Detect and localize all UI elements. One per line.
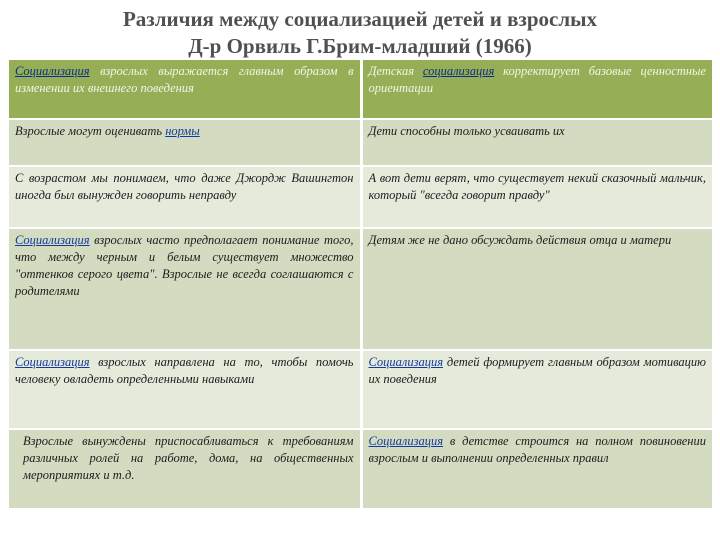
cell-adults: Взрослые вынуждены приспосабливаться к требованиям различных ролей на работе, дома, на общественных мероприятиях и т.д.	[9, 429, 361, 509]
link-norms[interactable]: нормы	[165, 124, 200, 138]
table-row	[9, 166, 712, 228]
table-row	[9, 60, 712, 119]
cell-adults: Социализация взрослых часто предполагает понимание того, что между черным и белым существует множество "оттенков серого цвета". Взрослые не всегда соглашаются с родителями	[9, 228, 361, 350]
cell-children: Социализация в детстве строится на полном повиновении взрослым и выполнении определенных правил	[361, 429, 712, 509]
cell-children: Социализация детей формирует главным образом мотивацию их поведения	[361, 350, 712, 429]
table-row	[9, 228, 712, 350]
title-line-1: Различия между социализацией детей и взрослых	[122, 7, 598, 31]
link-socialization[interactable]: Социализация	[368, 355, 444, 369]
link-socialization[interactable]: Социализация	[15, 355, 90, 369]
table-row	[9, 119, 712, 166]
comparison-table	[9, 60, 712, 510]
cell-adults: Взрослые могут оценивать нормы	[9, 119, 361, 166]
link-socialization[interactable]: Социализация	[368, 434, 444, 448]
cell-children: А вот дети верят, что существует некий сказочный мальчик, который "всегда говорит правду"	[361, 166, 712, 228]
table-row	[9, 350, 712, 429]
link-socialization[interactable]: социализация	[422, 64, 495, 78]
link-socialization[interactable]: Социализация	[15, 233, 90, 247]
link-socialization[interactable]: Социализация	[15, 64, 90, 78]
title-line-2: Д-р Орвиль Г.Брим-младший (1966)	[188, 34, 532, 58]
cell-children: Детям же не дано обсуждать действия отца и матери	[361, 228, 712, 350]
cell-children: Детская социализация корректирует базовые ценностные ориентации	[361, 60, 712, 119]
cell-adults: Социализация взрослых выражается главным образом в изменении их внешнего поведения	[9, 60, 361, 119]
cell-children: Дети способны только усваивать их	[361, 119, 712, 166]
slide-title	[0, 6, 720, 60]
table-row	[9, 429, 712, 509]
cell-adults: С возрастом мы понимаем, что даже Джордж Вашингтон иногда был вынужден говорить неправду	[9, 166, 361, 228]
cell-adults: Социализация взрослых направлена на то, чтобы помочь человеку овладеть определенными навыками	[9, 350, 361, 429]
